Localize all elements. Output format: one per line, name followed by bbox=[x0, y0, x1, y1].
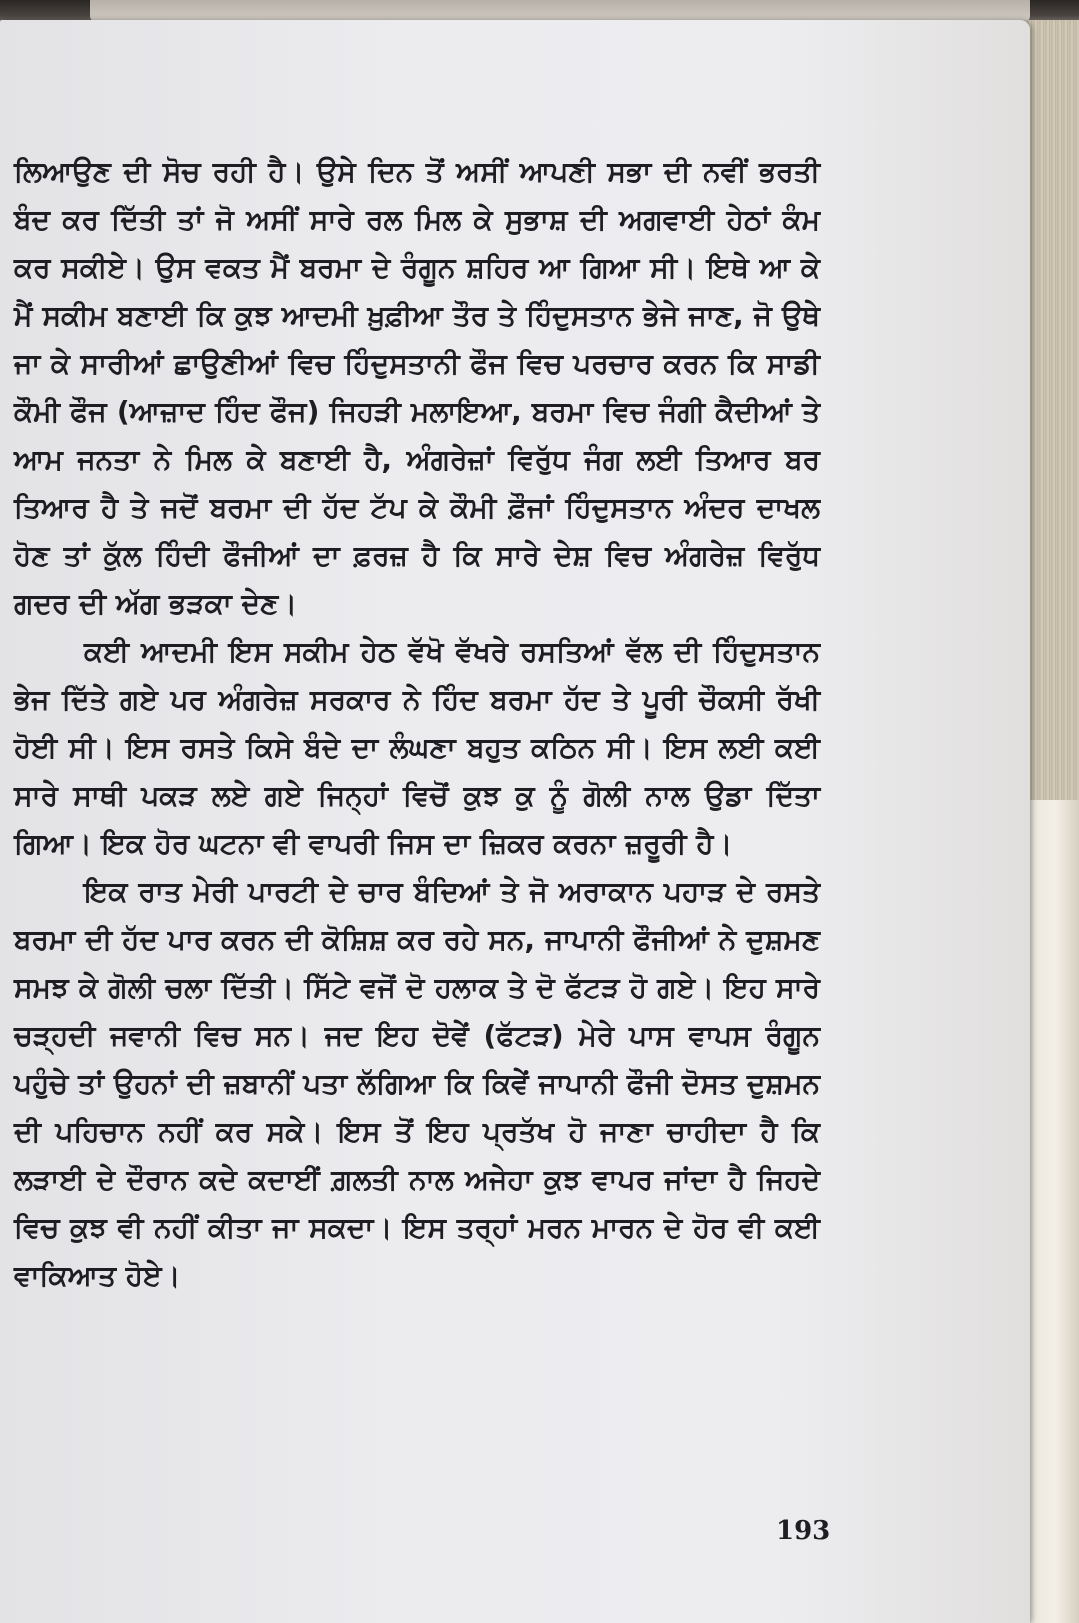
book-page bbox=[0, 20, 1030, 1623]
paragraph-2: ਕਈ ਆਦਮੀ ਇਸ ਸਕੀਮ ਹੇਠ ਵੱਖੋ ਵੱਖਰੇ ਰਸਤਿਆਂ ਵੱਲ ਦੀ ਹਿੰਦੁਸਤਾਨ ਭੇਜ ਦਿੱਤੇ ਗਏ ਪਰ ਅੰਗਰੇਜ਼ ਸਰਕਾਰ ਨੇ ਹਿੰਦ ਬਰਮਾ ਹੱਦ ਤੇ ਪੂਰੀ ਚੌਕਸੀ ਰੱਖੀ ਹੋਈ ਸੀ। ਇਸ ਰਸਤੇ ਕਿਸੇ ਬੰਦੇ ਦਾ ਲੰਘਣਾ ਬਹੁਤ ਕਠਿਨ ਸੀ। ਇਸ ਲਈ ਕਈ ਸਾਰੇ ਸਾਥੀ ਪਕੜ ਲਏ ਗਏ ਜਿਨ੍ਹਾਂ ਵਿਚੋਂ ਕੁਝ ਕੁ ਨੂੰ ਗੋਲੀ ਨਾਲ ਉਡਾ ਦਿੱਤਾ ਗਿਆ। ਇਕ ਹੋਰ ਘਟਨਾ ਵੀ ਵਾਪਰੀ ਜਿਸ ਦਾ ਜ਼ਿਕਰ ਕਰਨਾ ਜ਼ਰੂਰੀ ਹੈ। bbox=[14, 635, 820, 860]
paragraph-1: ਲਿਆਉਣ ਦੀ ਸੋਚ ਰਹੀ ਹੈ। ਉਸੇ ਦਿਨ ਤੋਂ ਅਸੀਂ ਆਪਣੀ ਸਭਾ ਦੀ ਨਵੀਂ ਭਰਤੀ ਬੰਦ ਕਰ ਦਿੱਤੀ ਤਾਂ ਜੋ ਅਸੀਂ ਸਾਰੇ ਰਲ ਮਿਲ ਕੇ ਸੁਭਾਸ਼ ਦੀ ਅਗਵਾਈ ਹੇਠਾਂ ਕੰਮ ਕਰ ਸਕੀਏ। ਉਸ ਵਕਤ ਮੈਂ ਬਰਮਾ ਦੇ ਰੰਗੂਨ ਸ਼ਹਿਰ ਆ ਗਿਆ ਸੀ। ਇਥੇ ਆ ਕੇ ਮੈਂ ਸਕੀਮ ਬਣਾਈ ਕਿ ਕੁਝ ਆਦਮੀ ਖ਼ੁਫ਼ੀਆ ਤੌਰ ਤੇ ਹਿੰਦੁਸਤਾਨ ਭੇਜੇ ਜਾਣ, ਜੋ ਉਥੇ ਜਾ ਕੇ ਸਾਰੀਆਂ ਛਾਉਣੀਆਂ ਵਿਚ ਹਿੰਦੁਸਤਾਨੀ ਫੌਜ ਵਿਚ ਪਰਚਾਰ ਕਰਨ ਕਿ ਸਾਡੀ ਕੌਮੀ ਫੌਜ (ਆਜ਼ਾਦ ਹਿੰਦ ਫੌਜ) ਜਿਹੜੀ ਮਲਾਇਆ, ਬਰਮਾ ਵਿਚ ਜੰਗੀ ਕੈਦੀਆਂ ਤੇ ਆਮ ਜਨਤਾ ਨੇ ਮਿਲ ਕੇ ਬਣਾਈ ਹੈ, ਅੰਗਰੇਜ਼ਾਂ ਵਿਰੁੱਧ ਜੰਗ ਲਈ ਤਿਆਰ ਬਰ ਤਿਆਰ ਹੈ ਤੇ ਜਦੋਂ ਬਰਮਾ ਦੀ ਹੱਦ ਟੱਪ ਕੇ ਕੌਮੀ ਫ਼ੌਜਾਂ ਹਿੰਦੁਸਤਾਨ ਅੰਦਰ ਦਾਖਲ ਹੋਣ ਤਾਂ ਕੁੱਲ ਹਿੰਦੀ ਫੌਜੀਆਂ ਦਾ ਫ਼ਰਜ਼ ਹੈ ਕਿ ਸਾਰੇ ਦੇਸ਼ ਵਿਚ ਅੰਗਰੇਜ਼ ਵਿਰੁੱਧ ਗਦਰ ਦੀ ਅੱਗ ਭੜਕਾ ਦੇਣ। bbox=[14, 155, 820, 620]
paragraph-3: ਇਕ ਰਾਤ ਮੇਰੀ ਪਾਰਟੀ ਦੇ ਚਾਰ ਬੰਦਿਆਂ ਤੇ ਜੋ ਅਰਾਕਾਨ ਪਹਾੜ ਦੇ ਰਸਤੇ ਬਰਮਾ ਦੀ ਹੱਦ ਪਾਰ ਕਰਨ ਦੀ ਕੋਸ਼ਿਸ਼ ਕਰ ਰਹੇ ਸਨ, ਜਾਪਾਨੀ ਫੌਜੀਆਂ ਨੇ ਦੁਸ਼ਮਣ ਸਮਝ ਕੇ ਗੋਲੀ ਚਲਾ ਦਿੱਤੀ। ਸਿੱਟੇ ਵਜੋਂ ਦੋ ਹਲਾਕ ਤੇ ਦੋ ਫੱਟੜ ਹੋ ਗਏ। ਇਹ ਸਾਰੇ ਚੜ੍ਹਦੀ ਜਵਾਨੀ ਵਿਚ ਸਨ। ਜਦ ਇਹ ਦੋਵੇਂ (ਫੱਟੜ) ਮੇਰੇ ਪਾਸ ਵਾਪਸ ਰੰਗੂਨ ਪਹੁੰਚੇ ਤਾਂ ਉਹਨਾਂ ਦੀ ਜ਼ਬਾਨੀਂ ਪਤਾ ਲੱਗਿਆ ਕਿ ਕਿਵੇਂ ਜਾਪਾਨੀ ਫੌਜੀ ਦੋਸਤ ਦੁਸ਼ਮਨ ਦੀ ਪਹਿਚਾਨ ਨਹੀਂ ਕਰ ਸਕੇ। ਇਸ ਤੋਂ ਇਹ ਪ੍ਰਤੱਖ ਹੋ ਜਾਣਾ ਚਾਹੀਦਾ ਹੈ ਕਿ ਲੜਾਈ ਦੇ ਦੌਰਾਨ ਕਦੇ ਕਦਾਈਂ ਗ਼ਲਤੀ ਨਾਲ ਅਜੇਹਾ ਕੁਝ ਵਾਪਰ ਜਾਂਦਾ ਹੈ ਜਿਹਦੇ ਵਿਚ ਕੁਝ ਵੀ ਨਹੀਂ ਕੀਤਾ ਜਾ ਸਕਦਾ। ਇਸ ਤਰ੍ਹਾਂ ਮਰਨ ਮਾਰਨ ਦੇ ਹੋਰ ਵੀ ਕਈ ਵਾਕਿਆਤ ਹੋਏ। bbox=[14, 875, 820, 1292]
body-text bbox=[14, 148, 820, 1300]
previous-page-edge bbox=[90, 0, 1030, 22]
page-number: 193 bbox=[776, 1516, 831, 1546]
